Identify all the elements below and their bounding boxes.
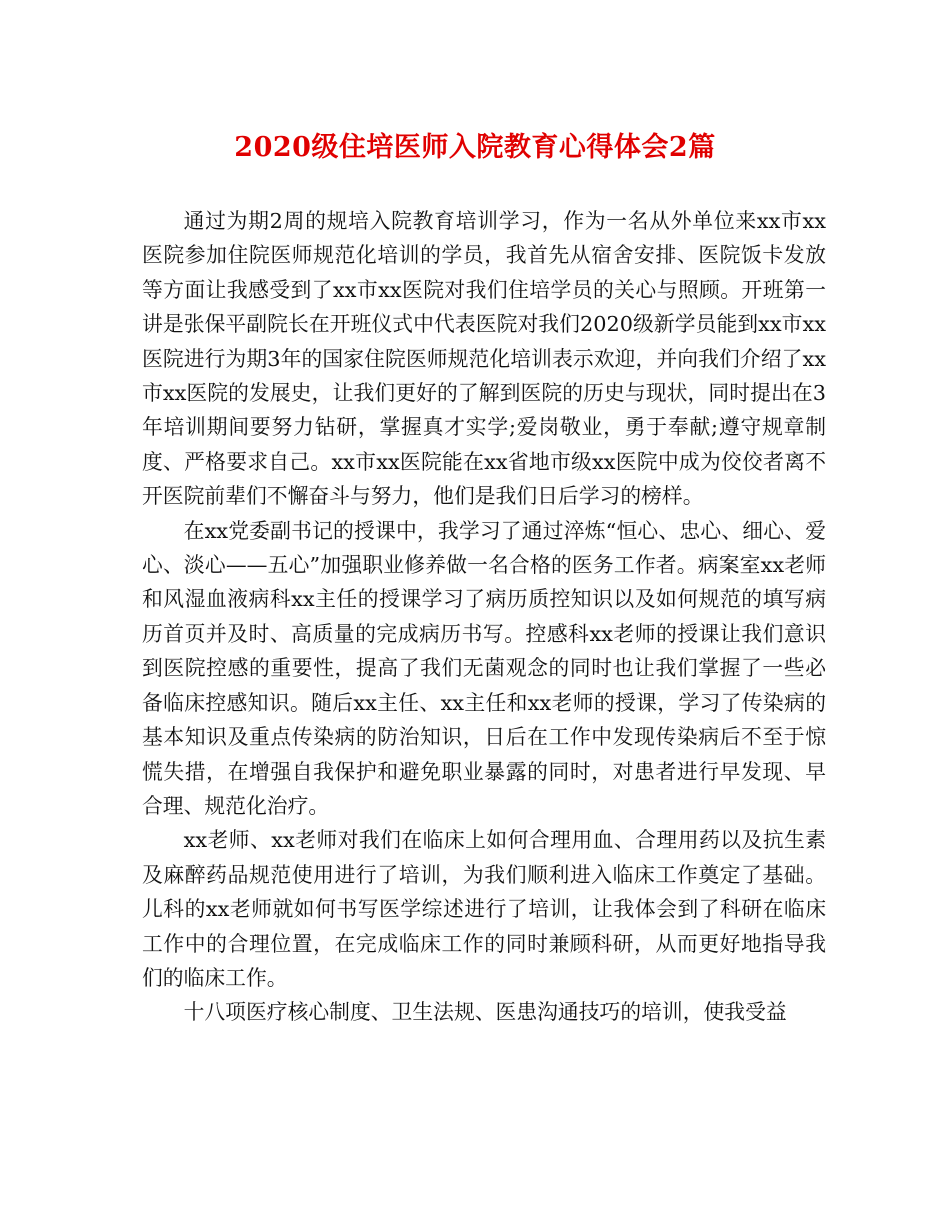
paragraph-2: 在xx党委副书记的授课中，我学习了通过淬炼“恒心、忠心、细心、爱心、淡心——五心”加强职业修养做一名合格的医务工作者。病案室xx老师和风湿血液病科xx主任的授课学习了病历质控知识以及如何规范的填写病历首页并及时、高质量的完成病历书写。控感科xx老师的授课让我们意识到医院控感的重要性，提高了我们无菌观念的同时也让我们掌握了一些必备临床控感知识。随后xx主任、xx主任和xx老师的授课，学习了传染病的基本知识及重点传染病的防治知识，日后在工作中发现传染病后不至于惊慌失措，在增强自我保护和避免职业暴露的同时，对患者进行早发现、早合理、规范化治疗。 bbox=[142, 518, 826, 818]
document-title: 2020级住培医师入院教育心得体会2篇 bbox=[234, 132, 716, 163]
paragraph-4: 十八项医疗核心制度、卫生法规、医患沟通技巧的培训，使我受益 bbox=[183, 1000, 787, 1025]
paragraph-1: 通过为期2周的规培入院教育培训学习，作为一名从外单位来xx市xx医院参加住院医师规范化培训的学员，我首先从宿舍安排、医院饭卡发放等方面让我感受到了xx市xx医院对我们住培学员的关心与照顾。开班第一讲是张保平副院长在开班仪式中代表医院对我们2020级新学员能到xx市xx医院进行为期3年的国家住院医师规范化培训表示欢迎，并向我们介绍了xx市xx医院的发展史，让我们更好的了解到医院的历史与现状，同时提出在3年培训期间要努力钻研，掌握真才实学;爱岗敬业，勇于奉献;遵守规章制度、严格要求自己。xx市xx医院能在xx省地市级xx医院中成为佼佼者离不开医院前辈们不懈奋斗与努力，他们是我们日后学习的榜样。 bbox=[142, 209, 826, 509]
document-body bbox=[142, 204, 826, 1030]
paragraph-3: xx老师、xx老师对我们在临床上如何合理用血、合理用药以及抗生素及麻醉药品规范使用进行了培训，为我们顺利进入临床工作奠定了基础。儿科的xx老师就如何书写医学综述进行了培训，让我体会到了科研在临床工作中的合理位置，在完成临床工作的同时兼顾科研，从而更好地指导我们的临床工作。 bbox=[142, 828, 826, 990]
